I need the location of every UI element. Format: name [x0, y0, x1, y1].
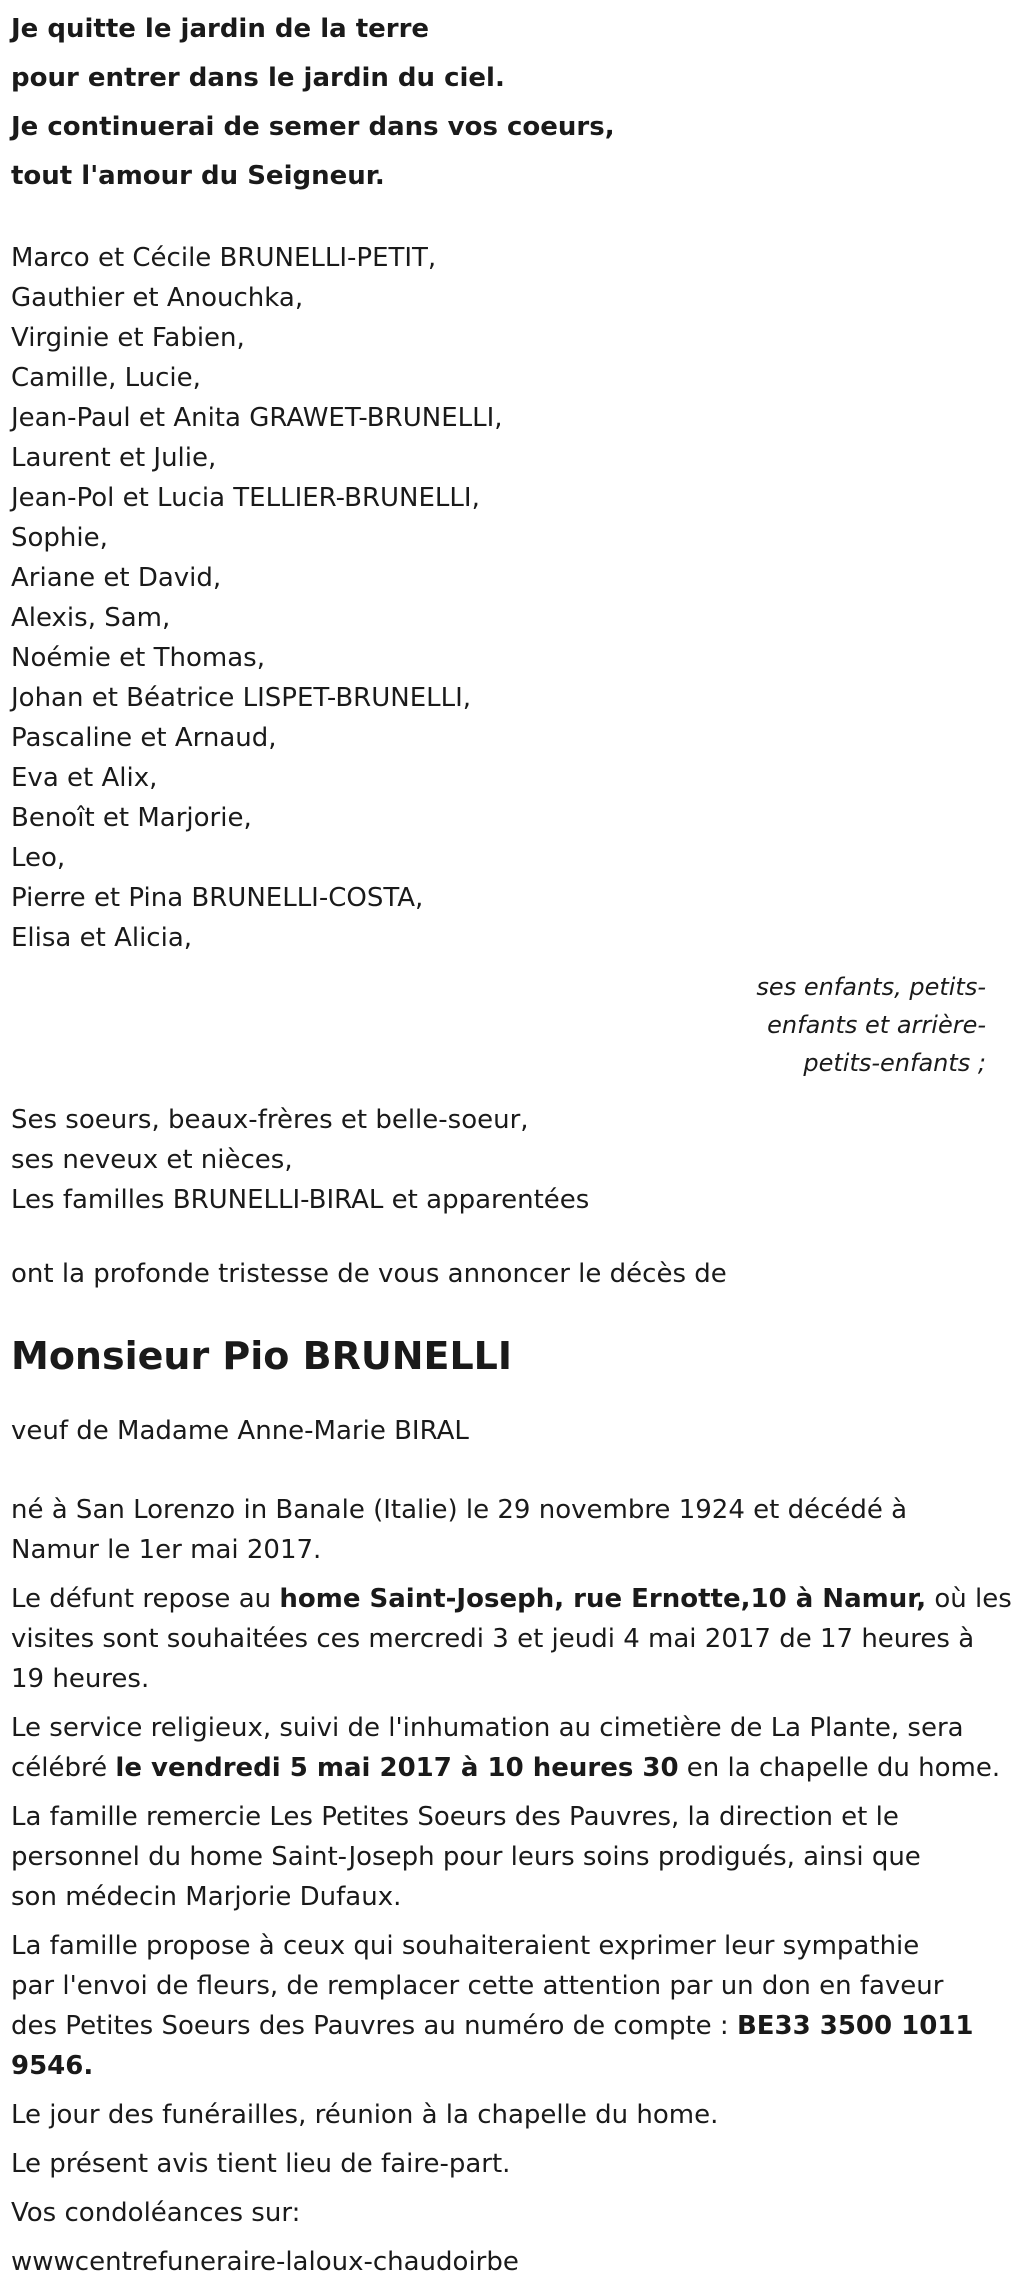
service-text: en la chapelle du home.	[678, 1753, 1001, 1783]
extended-family	[11, 1100, 986, 1220]
bank-account-number: BE33 3500 1011	[736, 2011, 974, 2041]
family-member: Benoît et Marjorie,	[11, 803, 252, 833]
repose-text: où les	[926, 1584, 1012, 1614]
thanks-text: La famille remercie Les Petites Soeurs des Pauvres, la direction et le	[11, 1802, 899, 1832]
birth-line: né à San Lorenzo in Banale (Italie) le 29 novembre 1924 et décédé à	[11, 1495, 908, 1525]
family-member: Gauthier et Anouchka,	[11, 283, 304, 313]
relation-line: petits-enfants ;	[803, 1049, 986, 1077]
announcement-intro: ont la profonde tristesse de vous annoncer le décès de	[11, 1259, 727, 1289]
family-member: Ariane et David,	[11, 563, 222, 593]
repose-text: visites sont souhaitées ces mercredi 3 et jeudi 4 mai 2017 de 17 heures à	[11, 1624, 975, 1654]
poem-line: pour entrer dans le jardin du ciel.	[11, 63, 505, 93]
gathering-text: Le jour des funérailles, réunion à la chapelle du home.	[11, 2100, 719, 2130]
extended-family-line: ses neveux et nièces,	[11, 1145, 293, 1175]
thanks-text: son médecin Marjorie Dufaux.	[11, 1882, 402, 1912]
widow-line: veuf de Madame Anne-Marie BIRAL	[11, 1416, 469, 1446]
poem-line: Je quitte le jardin de la terre	[11, 14, 430, 44]
family-member: Elisa et Alicia,	[11, 923, 193, 953]
obituary-notice	[11, 0, 1012, 2282]
family-member: Laurent et Julie,	[11, 443, 217, 473]
family-member: Jean-Pol et Lucia TELLIER-BRUNELLI,	[11, 483, 480, 513]
donation-text: La famille propose à ceux qui souhaiteraient exprimer leur sympathie	[11, 1931, 920, 1961]
extended-family-line: Les familles BRUNELLI-BIRAL et apparentées	[11, 1185, 590, 1215]
deceased-name: Monsieur Pio BRUNELLI	[11, 1334, 513, 1378]
service-text: célébré	[11, 1753, 116, 1783]
poem-line: Je continuerai de semer dans vos coeurs,	[11, 112, 615, 142]
family-member: Marco et Cécile BRUNELLI-PETIT,	[11, 243, 437, 273]
family-member: Alexis, Sam,	[11, 603, 171, 633]
condolences-link[interactable]: wwwcentrefuneraire-laloux-chaudoirbe	[11, 2247, 519, 2277]
service-text: Le service religieux, suivi de l'inhumation au cimetière de La Plante, sera	[11, 1713, 964, 1743]
donation-paragraph	[11, 1926, 986, 2086]
repose-text: 19 heures.	[11, 1664, 150, 1694]
repose-text: Le défunt repose au	[11, 1584, 280, 1614]
family-member: Virginie et Fabien,	[11, 323, 245, 353]
notice-text: Le présent avis tient lieu de faire-part.	[11, 2149, 511, 2179]
family-member: Camille, Lucie,	[11, 363, 201, 393]
repose-paragraph	[11, 1579, 1012, 1699]
family-member: Johan et Béatrice LISPET-BRUNELLI,	[11, 683, 472, 713]
condolences-label: Vos condoléances sur:	[11, 2198, 301, 2228]
bank-account-number: 9546.	[11, 2051, 94, 2081]
donation-text: des Petites Soeurs des Pauvres au numéro de compte :	[11, 2011, 737, 2041]
thanks-paragraph	[11, 1797, 986, 1917]
poem	[11, 0, 986, 201]
relation-line: enfants et arrière-	[767, 1011, 986, 1039]
repose-location: home Saint-Joseph, rue Ernotte,10 à Namur,	[279, 1584, 927, 1614]
family-member: Eva et Alix,	[11, 763, 158, 793]
family-member: Pierre et Pina BRUNELLI-COSTA,	[11, 883, 424, 913]
poem-line: tout l'amour du Seigneur.	[11, 161, 385, 191]
donation-text: par l'envoi de fleurs, de remplacer cette attention par un don en faveur	[11, 1971, 944, 2001]
relation-line: ses enfants, petits-	[756, 973, 986, 1001]
family-member: Sophie,	[11, 523, 108, 553]
service-paragraph	[11, 1708, 1001, 1788]
family-member: Noémie et Thomas,	[11, 643, 265, 673]
relation-caption	[11, 968, 986, 1082]
extended-family-line: Ses soeurs, beaux-frères et belle-soeur,	[11, 1105, 529, 1135]
family-member: Pascaline et Arnaud,	[11, 723, 277, 753]
service-date: le vendredi 5 mai 2017 à 10 heures 30	[115, 1753, 679, 1783]
birth-line: Namur le 1er mai 2017.	[11, 1535, 322, 1565]
birth-death-paragraph	[11, 1490, 986, 1570]
family-list	[11, 238, 986, 958]
family-member: Leo,	[11, 843, 66, 873]
family-member: Jean-Paul et Anita GRAWET-BRUNELLI,	[11, 403, 503, 433]
thanks-text: personnel du home Saint-Joseph pour leurs soins prodigués, ainsi que	[11, 1842, 921, 1872]
